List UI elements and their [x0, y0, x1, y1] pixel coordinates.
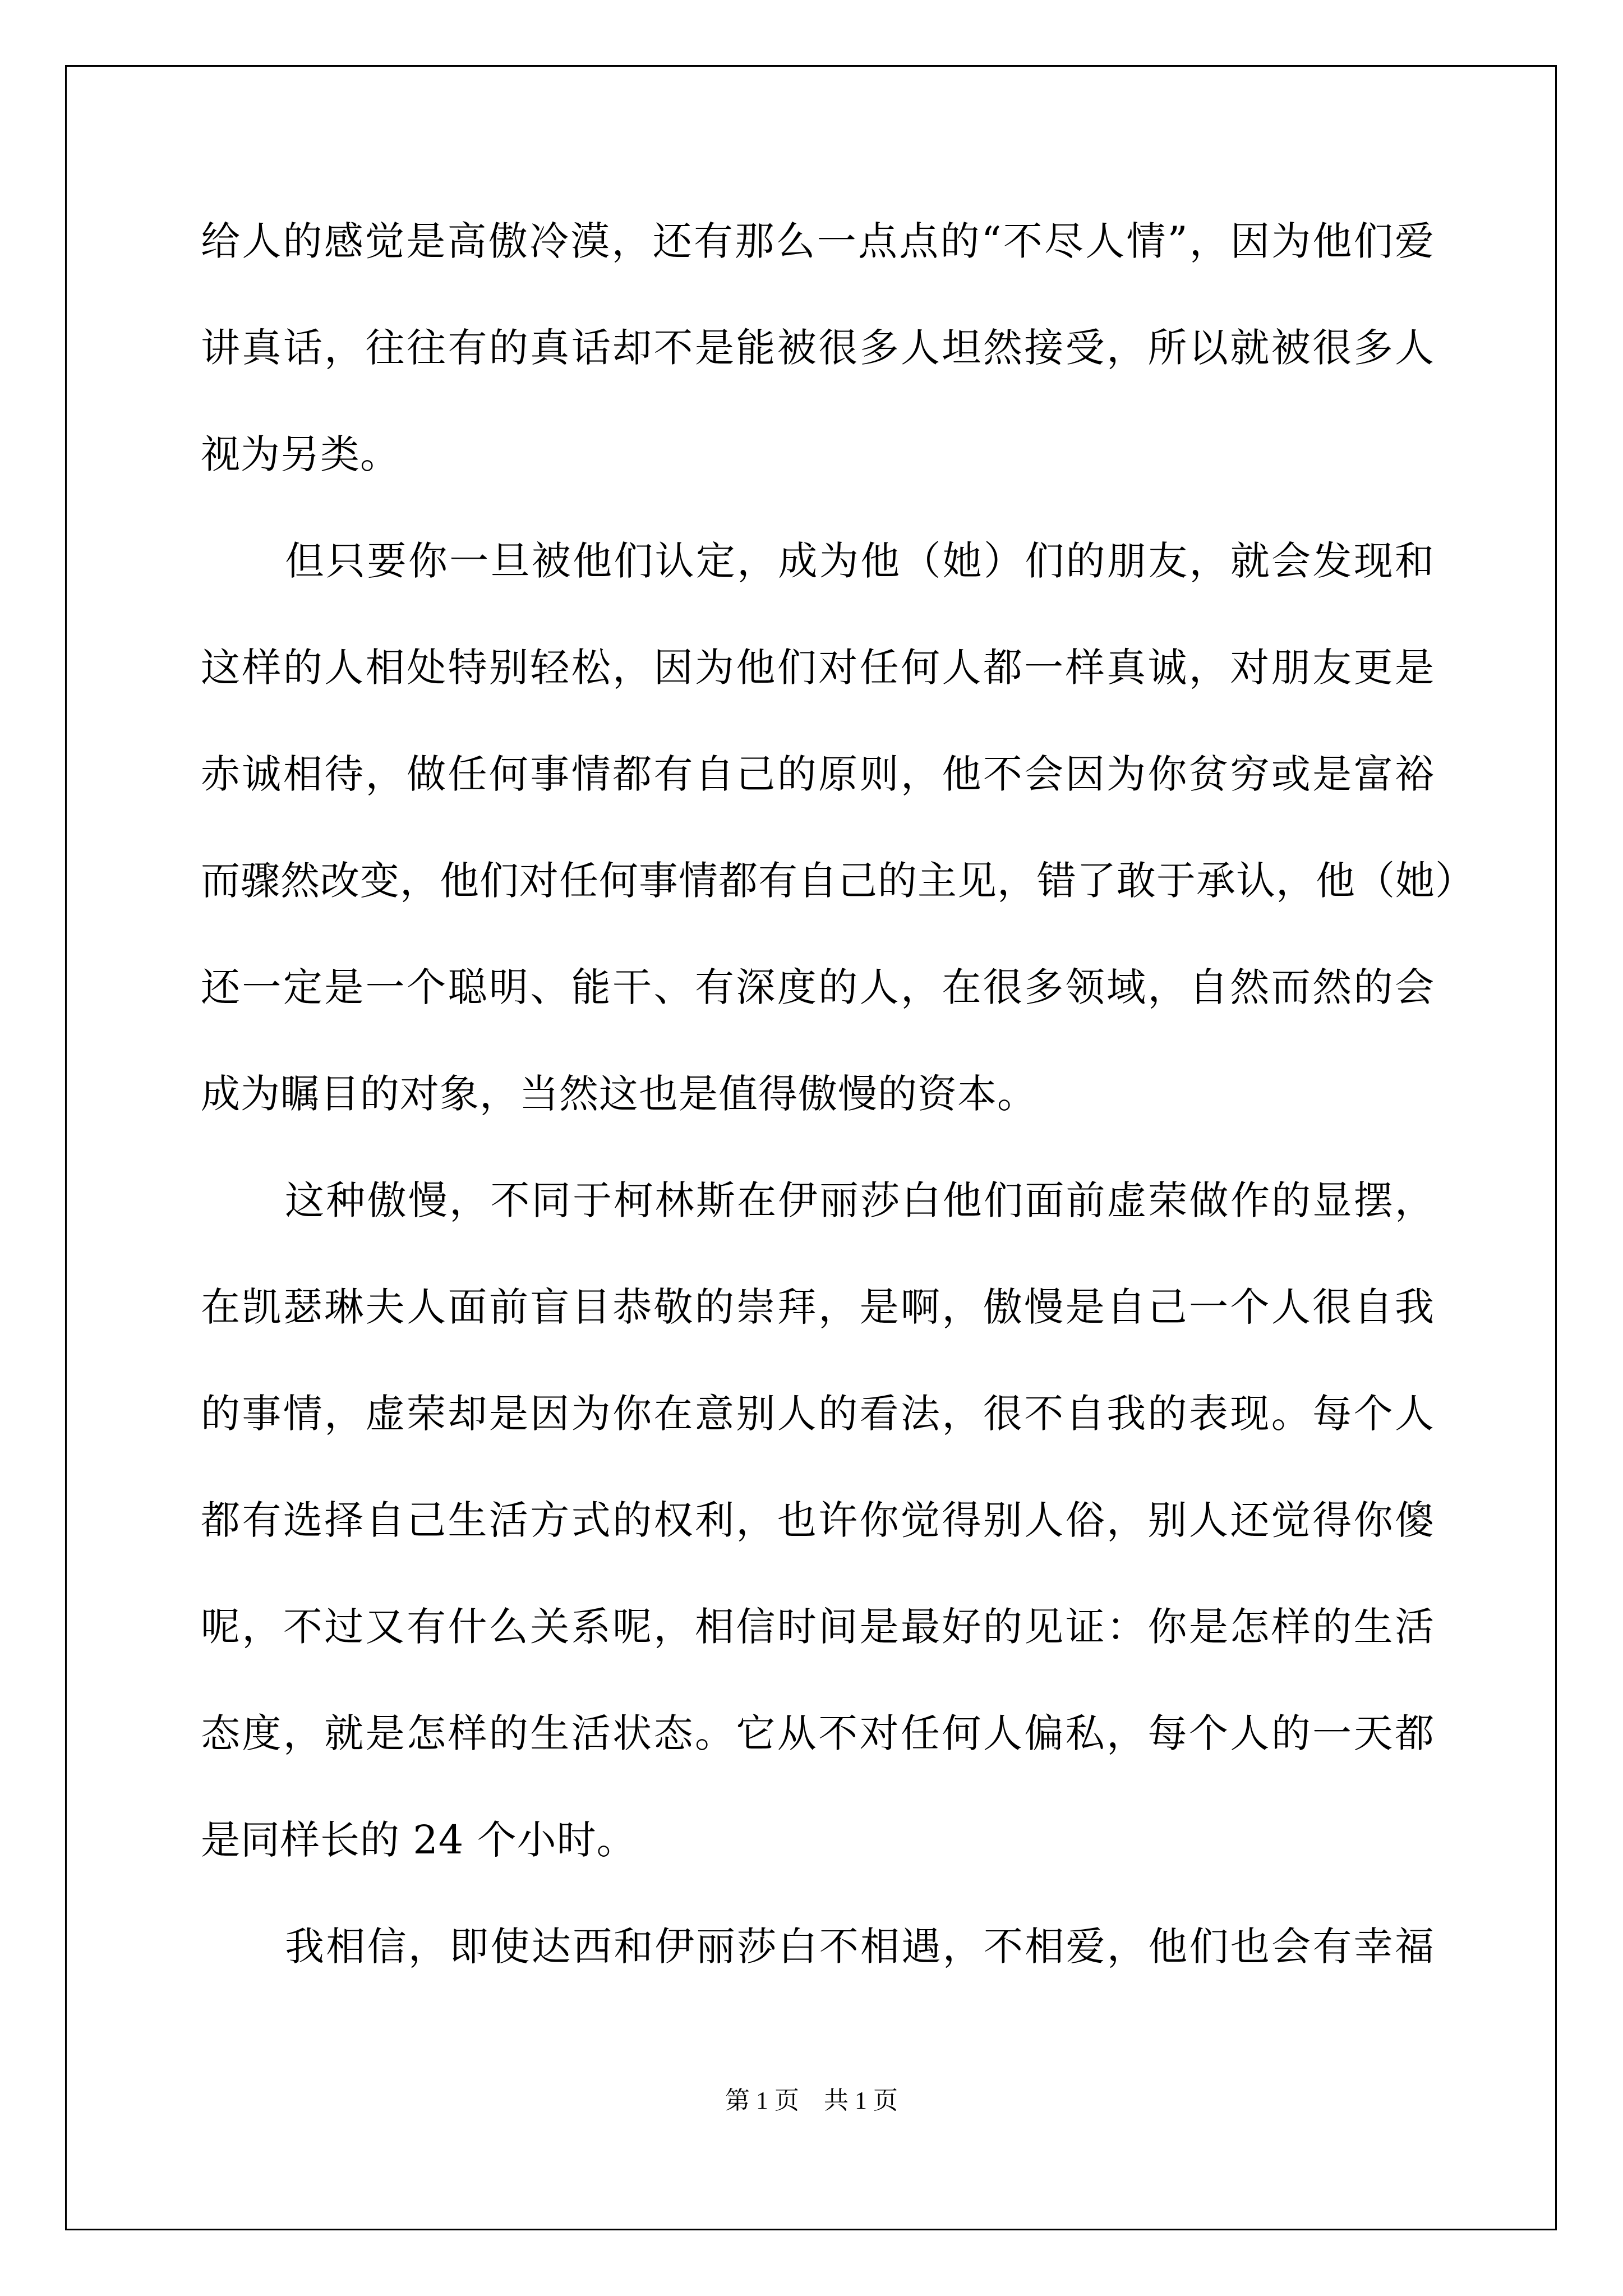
paragraph-first-line: 这种傲慢，不同于柯林斯在伊丽莎白他们面前虚荣做作的显摆， [285, 1177, 1435, 1223]
page-footer [0, 2084, 1623, 2118]
page-number: 第 1 页 [725, 2087, 799, 2114]
text-line: 态度，就是怎样的生活状态。它从不对任何人偏私，每个人的一天都 [201, 1710, 1435, 1756]
text-line: 这样的人相处特别轻松，因为他们对任何人都一样真诚，对朋友更是 [201, 645, 1435, 691]
text-line: 成为瞩目的对象，当然这也是值得傲慢的资本。 [201, 1071, 1037, 1117]
text-line: 而骤然改变，他们对任何事情都有自己的主见，错了敢于承认，他（她） [201, 858, 1475, 904]
paragraph-first-line: 我相信，即使达西和伊丽莎白不相遇，不相爱，他们也会有幸福 [285, 1924, 1435, 1970]
text-line: 给人的感觉是高傲冷漠，还有那么一点点的“不尽人情”，因为他们爱 [201, 218, 1435, 264]
text-line: 都有选择自己生活方式的权利，也许你觉得别人俗，别人还觉得你傻 [201, 1497, 1435, 1543]
text-line: 讲真话，往往有的真话却不是能被很多人坦然接受，所以就被很多人 [201, 325, 1435, 371]
text-line: 赤诚相待，做任何事情都有自己的原则，他不会因为你贫穷或是富裕 [201, 751, 1435, 797]
text-line: 还一定是一个聪明、能干、有深度的人，在很多领域，自然而然的会 [201, 964, 1435, 1010]
text-line: 的事情，虚荣却是因为你在意别人的看法，很不自我的表现。每个人 [201, 1391, 1435, 1437]
text-line: 视为另类。 [201, 431, 400, 477]
total-pages: 共 1 页 [824, 2087, 898, 2114]
text-line: 是同样长的 24 个小时。 [201, 1817, 637, 1863]
text-line: 呢，不过又有什么关系呢，相信时间是最好的见证：你是怎样的生活 [201, 1604, 1435, 1650]
page-border [65, 65, 1557, 2230]
text-line: 在凯瑟琳夫人面前盲目恭敬的崇拜，是啊，傲慢是自己一个人很自我 [201, 1284, 1435, 1330]
paragraph-first-line: 但只要你一旦被他们认定，成为他（她）们的朋友，就会发现和 [285, 538, 1435, 584]
